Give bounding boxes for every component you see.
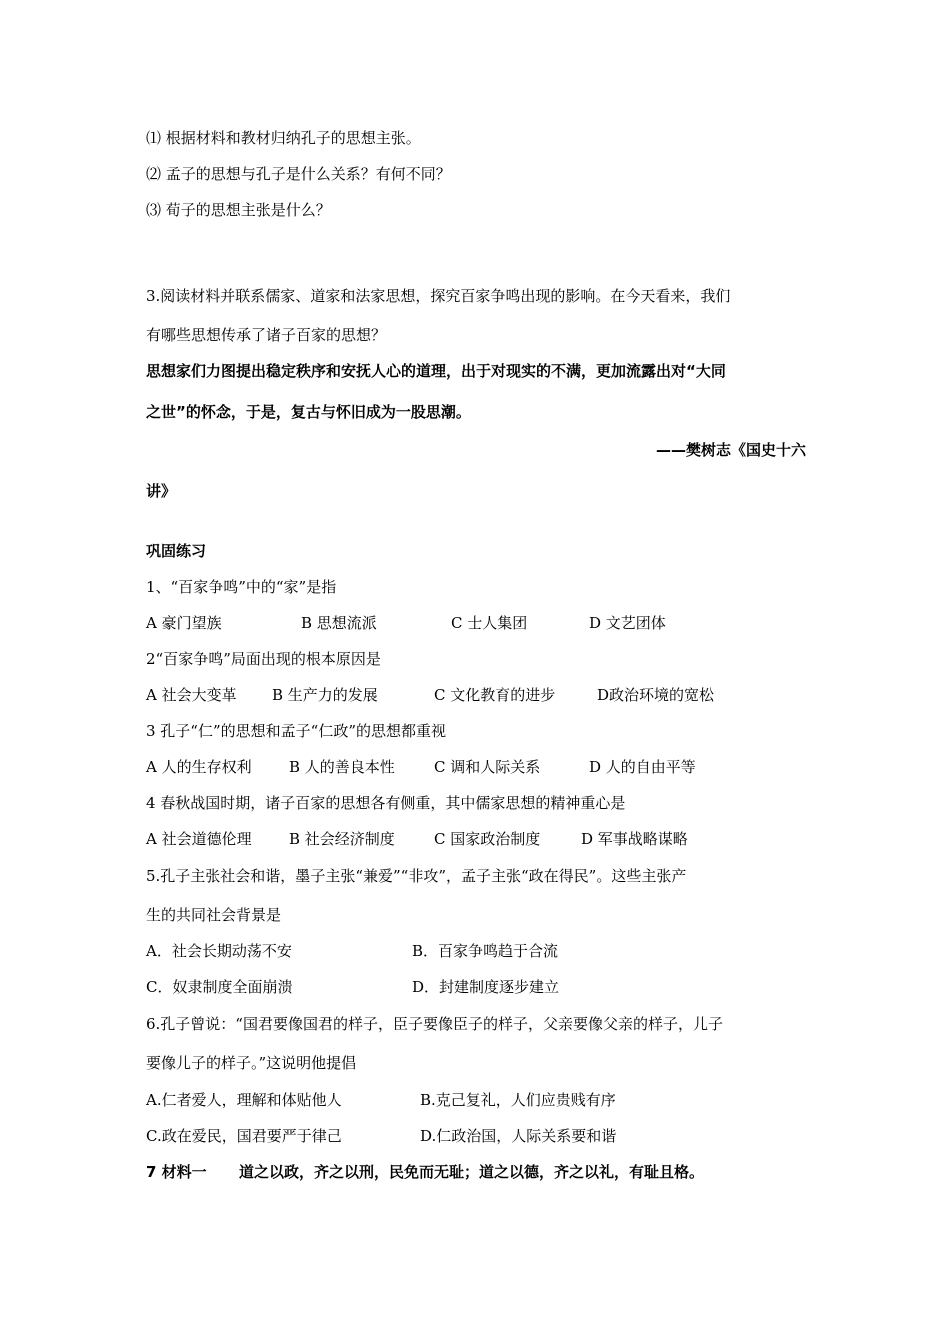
practice-q4-option-c: C 国家政治制度	[434, 830, 541, 848]
practice-q3-option-b: B 人的善良本性	[289, 758, 395, 776]
practice-q5-option-c: C．奴隶制度全面崩溃	[146, 978, 293, 996]
practice-q6-stem-line-2: 要像儿子的样子。”这说明他提倡	[146, 1054, 357, 1072]
part2-question-3: ⑶ 荀子的思想主张是什么？	[146, 201, 331, 219]
practice-q6-option-a: A.仁者爱人，理解和体贴他人	[146, 1091, 342, 1109]
practice-q4-stem: 4 春秋战国时期，诸子百家的思想各有侧重，其中儒家思想的精神重心是	[146, 794, 626, 812]
practice-q5-option-b: B．百家争鸣趋于合流	[412, 942, 559, 960]
practice-heading: 巩固练习	[146, 542, 207, 560]
practice-q6-stem-line-1: 6.孔子曾说：“国君要像国君的样子，臣子要像臣子的样子，父亲要像父亲的样子，儿子	[146, 1015, 723, 1033]
practice-q2-option-a: A 社会大变革	[146, 686, 237, 704]
practice-q6-option-c: C.政在爱民，国君要严于律己	[146, 1127, 342, 1145]
practice-q6-option-b: B.克己复礼，人们应贵贱有序	[420, 1091, 616, 1109]
practice-q3-option-c: C 调和人际关系	[434, 758, 541, 776]
practice-q7-material-text: 道之以政，齐之以刑，民免而无耻；道之以德，齐之以礼，有耻且格。	[239, 1163, 705, 1181]
q3-line-2: 有哪些思想传承了诸子百家的思想？	[146, 326, 387, 344]
practice-q1-option-c: C 士人集团	[451, 614, 528, 632]
q3-material-line-2: 之世”的怀念，于是，复古与怀旧成为一股思潮。	[146, 403, 471, 421]
q3-source-line-2: 讲》	[146, 482, 177, 500]
practice-q1-option-a: A 豪门望族	[146, 614, 222, 632]
q3-source-line-1: ——樊树志《国史十六	[655, 441, 806, 459]
practice-q2-stem: 2“百家争鸣”局面出现的根本原因是	[146, 650, 381, 668]
practice-q2-option-d: D政治环境的宽松	[597, 686, 715, 704]
practice-q5-option-d: D．封建制度逐步建立	[412, 978, 560, 996]
practice-q1-option-d: D 文艺团体	[589, 614, 666, 632]
practice-q1-option-b: B 思想流派	[301, 614, 377, 632]
practice-q4-option-b: B 社会经济制度	[289, 830, 395, 848]
practice-q3-option-a: A 人的生存权利	[146, 758, 252, 776]
part2-question-1: ⑴ 根据材料和教材归纳孔子的思想主张。	[146, 129, 421, 147]
q3-material-line-1: 思想家们力图提出稳定秩序和安抚人心的道理，出于对现实的不满，更加流露出对“大同	[146, 362, 726, 380]
practice-q2-option-b: B 生产力的发展	[272, 686, 378, 704]
practice-q3-option-d: D 人的自由平等	[589, 758, 696, 776]
practice-q7-label: 7 材料一	[146, 1163, 207, 1181]
practice-q4-option-a: A 社会道德伦理	[146, 830, 252, 848]
practice-q2-option-c: C 文化教育的进步	[434, 686, 556, 704]
practice-q4-option-d: D 军事战略谋略	[581, 830, 688, 848]
practice-q5-stem-line-2: 生的共同社会背景是	[146, 906, 282, 924]
practice-q3-stem: 3 孔子“仁”的思想和孟子“仁政”的思想都重视	[146, 722, 446, 740]
practice-q1-stem: 1、“百家争鸣”中的“家”是指	[146, 578, 337, 596]
practice-q6-option-d: D.仁政治国，人际关系要和谐	[420, 1127, 617, 1145]
practice-q5-option-a: A．社会长期动荡不安	[146, 942, 292, 960]
part2-question-2: ⑵ 孟子的思想与孔子是什么关系？有何不同？	[146, 165, 451, 183]
practice-q5-stem-line-1: 5.孔子主张社会和谐，墨子主张“兼爱”“非攻”，孟子主张“政在得民”。这些主张产	[146, 867, 687, 885]
q3-line-1: 3.阅读材料并联系儒家、道家和法家思想，探究百家争鸣出现的影响。在今天看来，我们	[146, 287, 731, 305]
